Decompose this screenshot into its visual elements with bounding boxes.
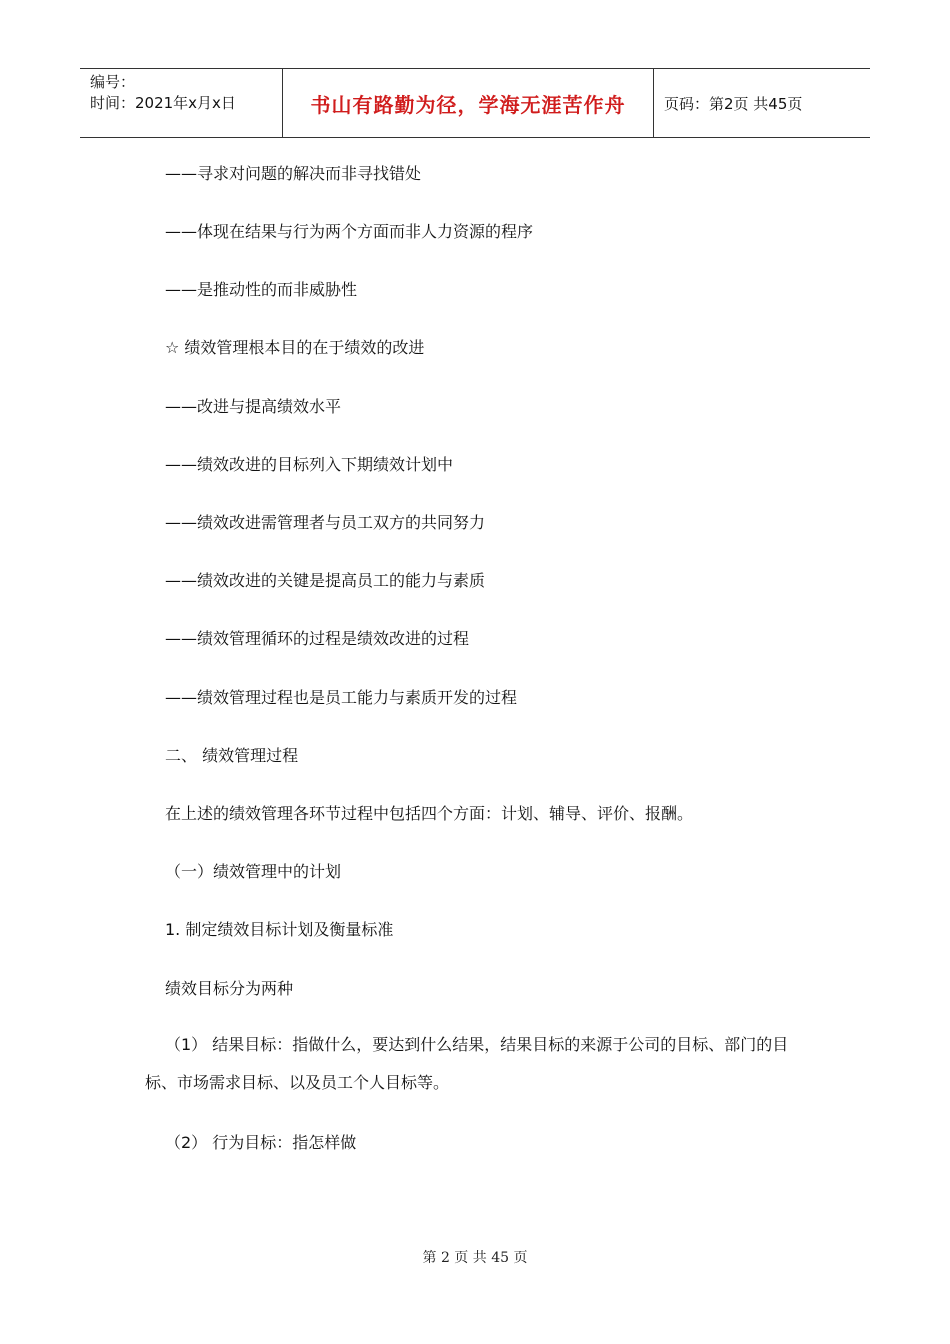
body-line-8: ——绩效改进的关键是提高员工的能力与素质: [165, 571, 486, 590]
header-table: [80, 68, 870, 138]
header-page-cell: [654, 69, 870, 137]
header-left-cell: [80, 69, 282, 137]
body-line-12: 在上述的绩效管理各环节过程中包括四个方面：计划、辅导、评价、报酬。: [165, 804, 694, 823]
body-line-6: ——绩效改进的目标列入下期绩效计划中: [165, 455, 454, 474]
body-line-7: ——绩效改进需管理者与员工双方的共同努力: [165, 513, 486, 532]
header-motto: 书山有路勤为径，学海无涯苦作舟: [310, 92, 626, 117]
body-line-4: ☆ 绩效管理根本目的在于绩效的改进: [165, 338, 425, 357]
behavior-goal-line: （2） 行为目标：指怎样做: [165, 1133, 357, 1152]
body-line-5: ——改进与提高绩效水平: [165, 397, 342, 416]
body-line-2: ——体现在结果与行为两个方面而非人力资源的程序: [165, 222, 534, 241]
section-heading: 二、 绩效管理过程: [165, 746, 299, 765]
numbered-heading: 1. 制定绩效目标计划及衡量标准: [165, 920, 394, 939]
result-goal-paragraph: （1） 结果目标：指做什么，要达到什么结果，结果目标的来源于公司的目标、部门的目标、市场需求目标、以及员工个人目标等。: [145, 1035, 789, 1092]
subsection-heading: （一）绩效管理中的计划: [165, 862, 342, 881]
body-line-3: ——是推动性的而非威胁性: [165, 280, 358, 299]
page-footer: 第 2 页 共 45 页: [422, 1250, 528, 1266]
header-motto-cell: [282, 69, 654, 137]
document-time-label: 时间：2021年x月x日: [90, 94, 236, 112]
body-line-15: 绩效目标分为两种: [165, 979, 294, 998]
body-line-10: ——绩效管理过程也是员工能力与素质开发的过程: [165, 688, 518, 707]
body-line-1: ——寻求对问题的解决而非寻找错处: [165, 164, 422, 183]
document-number-label: 编号：: [90, 73, 136, 91]
body-line-9: ——绩效管理循环的过程是绩效改进的过程: [165, 629, 470, 648]
header-page-info: 页码：第2页 共45页: [664, 94, 803, 113]
